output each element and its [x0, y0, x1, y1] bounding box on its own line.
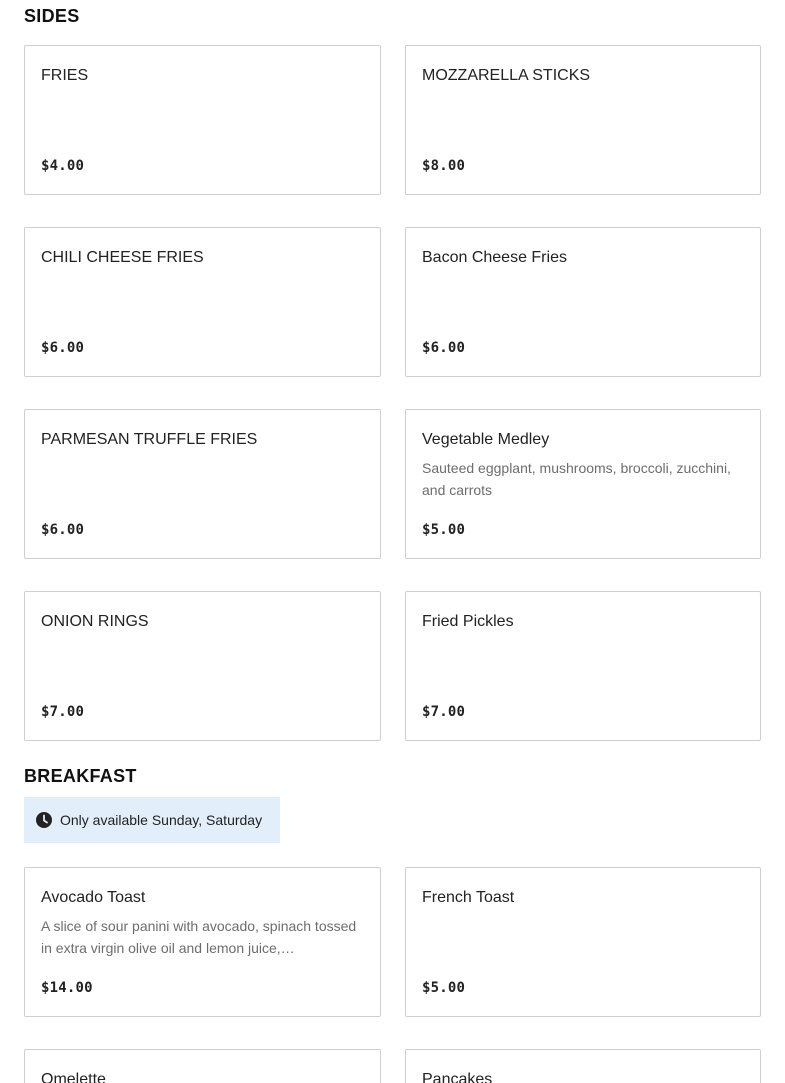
item-price: $6.00	[422, 340, 466, 356]
menu-item-chili-cheese-fries[interactable]	[24, 227, 381, 377]
item-name: CHILI CHEESE FRIES	[41, 249, 204, 266]
item-name: Bacon Cheese Fries	[422, 249, 567, 266]
item-name: Pancakes	[422, 1071, 493, 1083]
menu-item-avocado-toast[interactable]	[24, 867, 381, 1017]
item-price: $6.00	[41, 522, 85, 538]
item-price: $5.00	[422, 980, 466, 996]
clock-icon	[36, 812, 52, 828]
availability-text: Only available Sunday, Saturday	[60, 812, 263, 828]
item-price: $6.00	[41, 340, 85, 356]
item-price: $5.00	[422, 522, 466, 538]
item-name: MOZZARELLA STICKS	[422, 67, 591, 84]
item-name: Vegetable Medley	[422, 431, 550, 448]
item-name: Fried Pickles	[422, 613, 514, 630]
menu-item-fried-pickles[interactable]	[405, 591, 761, 741]
item-description: Sauteed eggplant, mushrooms, broccoli, zucchini, and carrots	[422, 460, 731, 498]
sides-grid	[24, 45, 761, 741]
menu-item-french-toast[interactable]	[405, 867, 761, 1017]
item-name: French Toast	[422, 889, 515, 906]
item-name: Avocado Toast	[41, 889, 146, 906]
item-description: A slice of sour panini with avocado, spinach tossed in extra virgin olive oil and lemon juice,…	[41, 918, 357, 956]
menu-item-mozzarella-sticks[interactable]	[405, 45, 761, 195]
item-price: $14.00	[41, 980, 93, 996]
section-title-sides: SIDES	[24, 6, 80, 26]
item-price: $7.00	[422, 704, 466, 720]
menu-item-fries[interactable]	[24, 45, 381, 195]
item-name: Omelette	[41, 1071, 106, 1083]
item-price: $8.00	[422, 158, 466, 174]
menu-item-bacon-cheese-fries[interactable]	[405, 227, 761, 377]
menu-item-vegetable-medley[interactable]	[405, 409, 761, 559]
item-name: FRIES	[41, 67, 89, 84]
menu-item-omelette[interactable]	[24, 1049, 381, 1083]
breakfast-grid	[24, 867, 761, 1083]
menu-item-pancakes[interactable]	[405, 1049, 761, 1083]
availability-notice	[24, 797, 280, 843]
item-name: PARMESAN TRUFFLE FRIES	[41, 431, 258, 448]
menu-item-parmesan-truffle-fries[interactable]	[24, 409, 381, 559]
item-price: $7.00	[41, 704, 85, 720]
item-price: $4.00	[41, 158, 85, 174]
section-title-breakfast: BREAKFAST	[24, 766, 137, 786]
item-name: ONION RINGS	[41, 613, 149, 630]
menu-item-onion-rings[interactable]	[24, 591, 381, 741]
